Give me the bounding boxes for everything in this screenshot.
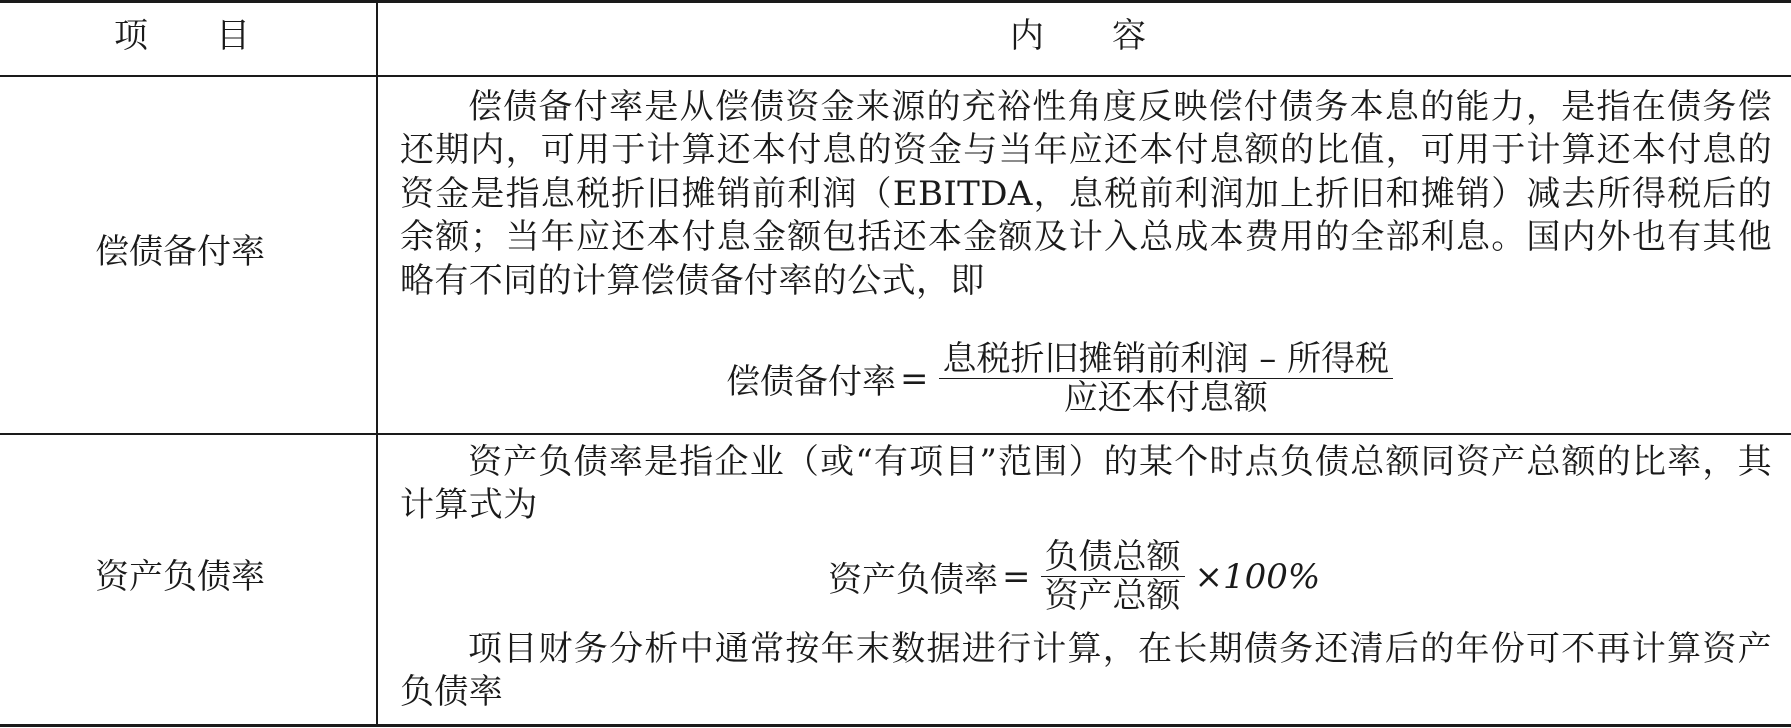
formula-denominator: 应还本付息额 [1063,378,1268,418]
row-item-debt-service-coverage: 偿债备付率 [95,232,265,272]
row-1-paragraph: 偿债备付率是从偿债资金来源的充裕性角度反映偿付债务本息的能力，是指在债务偿还期内，可用于计算还本付息的资金与当年应还本付息额的比值，可用于计算还本付息的资金是指息税折旧摊销前利润（EBITDA，息税前利润加上折旧和摊销）减去所得税后的余额；当年应还本付息金额包括还本金额及计入总成本费用的全部利息。国内外也有其他略有不同的计算偿债备付率的公式，即 [400,87,1772,301]
formula-fraction [1041,538,1185,615]
header-col-item: 项 目 [114,16,250,56]
row-divider-rule [0,433,1791,435]
table-bottom-rule [0,724,1791,727]
row-2-paragraph-2: 项目财务分析中通常按年末数据进行计算，在长期债务还清后的年份可不再计算资产负债率 [400,629,1772,713]
formula-numerator: 息税折旧摊销前利润 – 所得税 [939,340,1394,379]
formula-equals: = [900,358,929,399]
formula-numerator: 负债总额 [1041,538,1185,577]
formula-suffix: ×100% [1194,556,1321,597]
header-col-content: 内 容 [1010,16,1146,56]
row-2-formula [828,538,1320,615]
formula-lhs: 资产负债率 [828,560,998,600]
row-1-formula [726,340,1399,417]
formula-equals: = [1002,556,1031,597]
column-divider [376,0,378,727]
header-bottom-rule [0,75,1791,77]
formula-lhs: 偿债备付率 [726,362,896,402]
row-2-paragraph: 资产负债率是指企业（或“有项目”范围）的某个时点负债总额同资产总额的比率，其计算式为 [400,442,1772,526]
formula-denominator: 资产总额 [1044,576,1181,616]
formula-fraction [939,340,1394,417]
table-top-rule [0,0,1791,3]
row-item-debt-asset-ratio: 资产负债率 [95,557,265,597]
